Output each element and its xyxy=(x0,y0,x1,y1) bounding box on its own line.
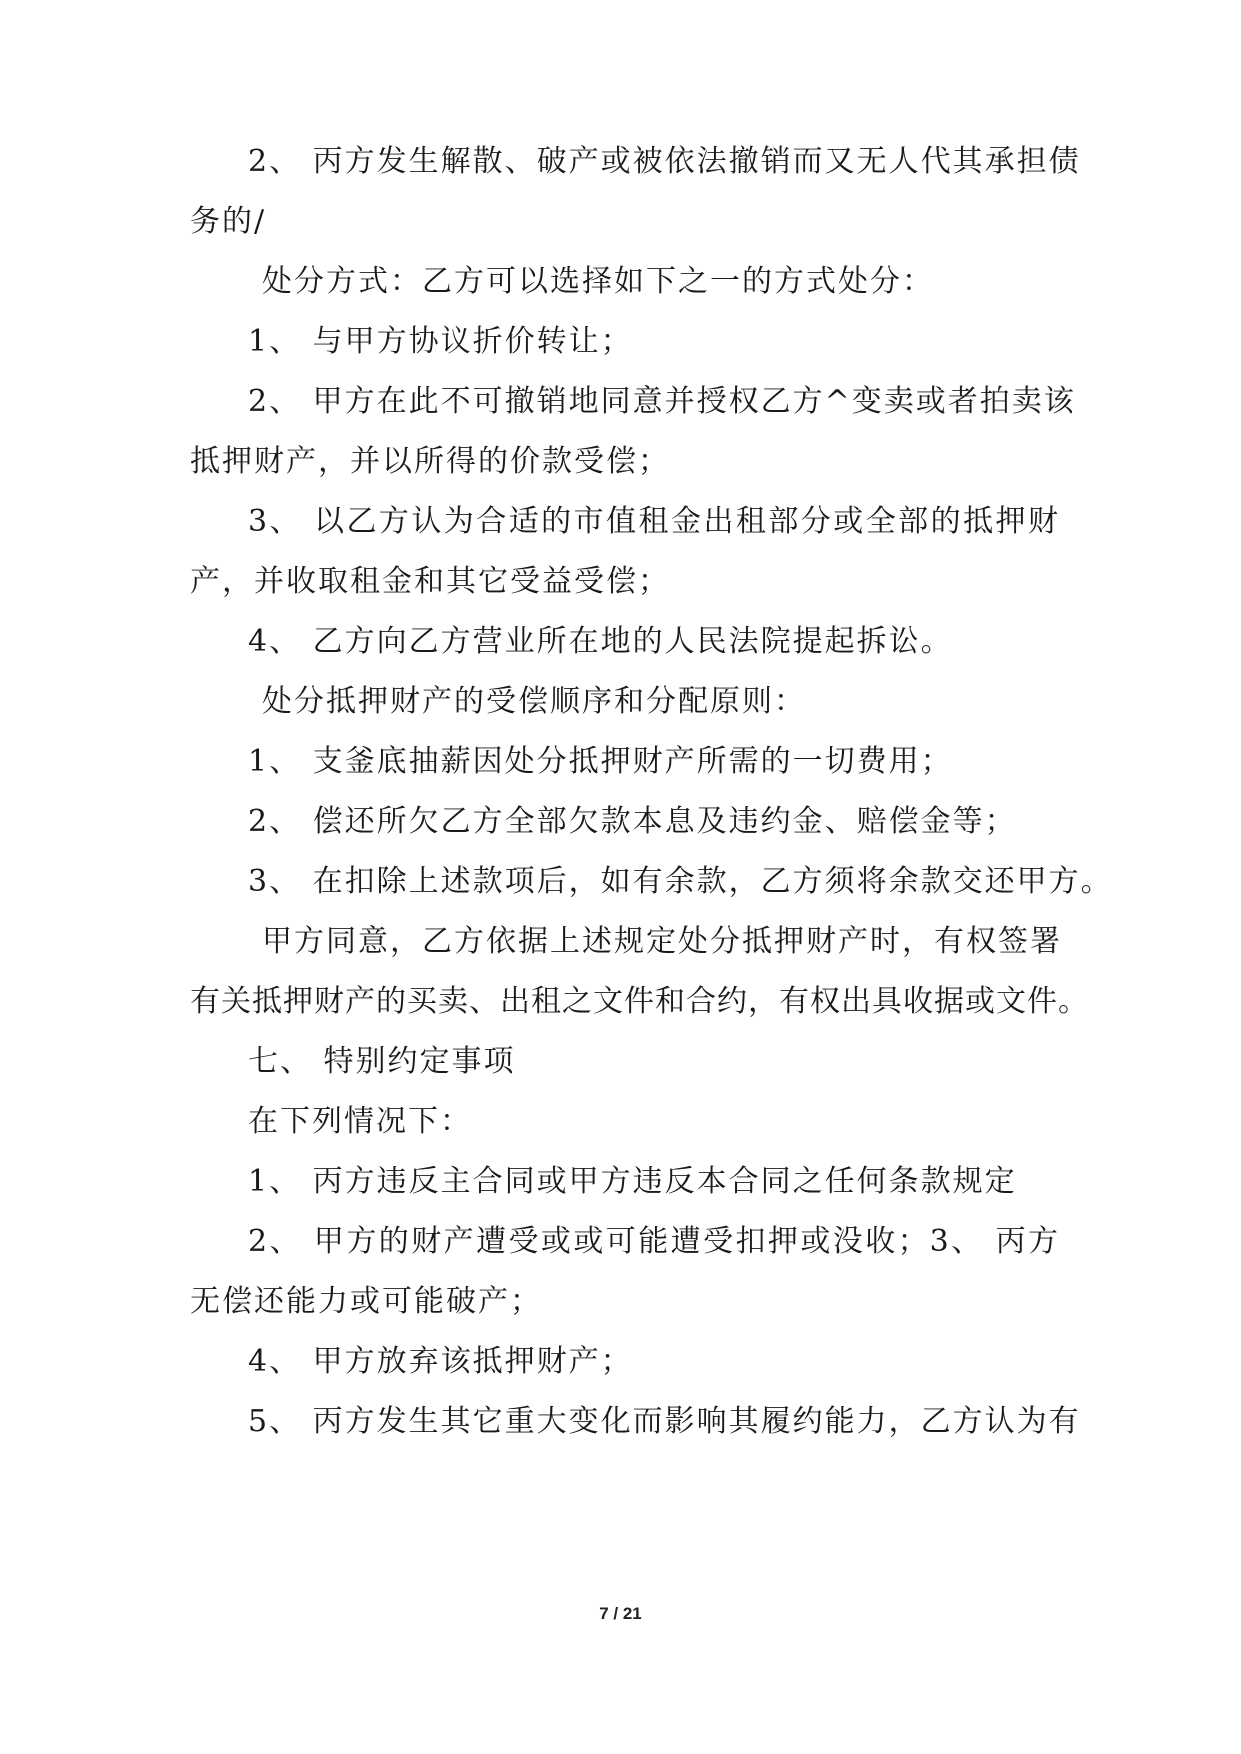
text-line: 抵押财产，并以所得的价款受偿； xyxy=(190,444,670,479)
section-heading: 处分方式：乙方可以选择如下之一的方式处分： xyxy=(262,264,934,299)
list-item: 1、 与甲方协议折价转让； xyxy=(248,324,633,359)
text-line: 2、 丙方发生解散、破产或被依法撤销而又无人代其承担债 xyxy=(248,144,1081,179)
list-item: 1、 丙方违反主合同或甲方违反本合同之任何条款规定 xyxy=(248,1164,1017,1199)
list-item: 2、 偿还所欠乙方全部欠款本息及违约金、赔偿金等； xyxy=(248,804,1017,839)
list-item: 3、 以乙方认为合适的市值租金出租部分或全部的抵押财 xyxy=(248,504,1060,539)
paragraph-line: 甲方同意，乙方依据上述规定处分抵押财产时，有权签署 xyxy=(262,924,1062,959)
text-line: 在下列情况下： xyxy=(248,1104,472,1139)
list-item: 3、 在扣除上述款项后，如有余款，乙方须将余款交还甲方。 xyxy=(248,864,1113,899)
list-item: 4、 甲方放弃该抵押财产； xyxy=(248,1344,633,1379)
section-heading: 处分抵押财产的受偿顺序和分配原则： xyxy=(262,684,806,719)
list-item: 2、 甲方在此不可撤销地同意并授权乙方^变卖或者拍卖该 xyxy=(248,384,1076,419)
page-number: 7 / 21 xyxy=(599,1604,642,1623)
text-line: 有关抵押财产的买卖、出租之文件和合约，有权出具收据或文件。 xyxy=(190,984,1089,1019)
text-line: 无偿还能力或可能破产； xyxy=(190,1284,542,1319)
list-item: 2、 甲方的财产遭受或或可能遭受扣押或没收；3、 丙方 xyxy=(248,1224,1060,1259)
text-line: 产，并收取租金和其它受益受偿； xyxy=(190,564,670,599)
list-item: 1、 支釜底抽薪因处分抵押财产所需的一切费用； xyxy=(248,744,953,779)
list-item: 5、 丙方发生其它重大变化而影响其履约能力，乙方认为有 xyxy=(248,1404,1081,1439)
list-item: 4、 乙方向乙方营业所在地的人民法院提起拆讼。 xyxy=(248,624,953,659)
section-heading: 七、 特别约定事项 xyxy=(248,1044,516,1079)
text-line: 务的/ xyxy=(190,204,267,239)
